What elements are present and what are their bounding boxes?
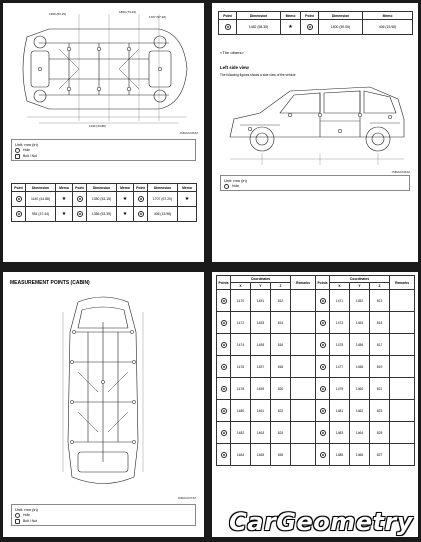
point-icon <box>320 320 326 326</box>
dimension-cell: 951 (37.44) <box>26 207 56 222</box>
coord-y-cell: 1463 <box>251 422 271 444</box>
table-row <box>217 334 415 356</box>
point-icon <box>320 342 326 348</box>
table-row <box>217 422 415 444</box>
col-x-2: X <box>330 283 350 290</box>
point-icon <box>320 386 326 392</box>
page-4 <box>212 272 418 537</box>
bolt-icon <box>15 519 20 524</box>
point-icon <box>16 196 22 202</box>
coord-z-cell: 821 <box>370 378 390 400</box>
units-legend <box>220 175 410 191</box>
coord-x-cell: 1485 <box>330 444 350 466</box>
remarks-cell <box>291 334 316 356</box>
point-cell <box>217 400 231 422</box>
legend-item-bolt: Bolt / Nut <box>23 519 37 523</box>
point-cell <box>316 444 330 466</box>
remarks-cell <box>291 356 316 378</box>
coord-y-cell: 1452 <box>350 290 370 312</box>
section-title: Left side view <box>220 65 249 70</box>
col-coordinates-2: Coordinates <box>330 276 390 283</box>
table-row <box>217 290 415 312</box>
point-icon <box>320 298 326 304</box>
point-icon <box>221 430 227 436</box>
coord-y-cell: 1453 <box>251 312 271 334</box>
coord-x-cell: 1475 <box>330 334 350 356</box>
coord-y-cell: 1457 <box>251 356 271 378</box>
point-icon <box>320 364 326 370</box>
coord-x-cell: 1484 <box>231 444 251 466</box>
coord-z-cell: 817 <box>370 334 390 356</box>
units-legend <box>11 504 196 526</box>
col-point-2: Point <box>73 184 87 192</box>
table-row <box>219 20 413 35</box>
coord-y-cell: 1455 <box>251 334 271 356</box>
remarks-cell <box>390 444 415 466</box>
coord-x-cell: 1479 <box>330 378 350 400</box>
coord-z-cell: 816 <box>271 334 291 356</box>
col-memo-2: Memo <box>117 184 134 192</box>
dimension-table <box>218 11 413 35</box>
page-title: MEASUREMENT POINTS (CABIN) <box>10 280 90 286</box>
col-remarks-2: Remarks <box>390 276 415 290</box>
point-icon <box>320 408 326 414</box>
section-caption: The following figures shows a side view of the vehicle. <box>220 73 297 77</box>
coord-x-cell: 1474 <box>231 334 251 356</box>
remarks-cell <box>390 334 415 356</box>
coord-y-cell: 1454 <box>350 312 370 334</box>
dimension-cell: 1356 (53.39) <box>87 207 117 222</box>
star-icon: ★ <box>122 211 128 217</box>
coordinates-table <box>216 275 415 466</box>
star-icon: ★ <box>61 211 67 217</box>
coord-z-cell: 820 <box>271 378 291 400</box>
col-point-1: Point <box>219 12 237 20</box>
remarks-cell <box>291 444 316 466</box>
col-z-1: Z <box>271 283 291 290</box>
coord-x-cell: 1480 <box>231 400 251 422</box>
coord-y-cell: 1451 <box>251 290 271 312</box>
dimension-cell: 1350 (53.15) <box>87 192 117 207</box>
figure-code: JSBIA0237ZZ <box>177 496 196 500</box>
remarks-cell <box>291 290 316 312</box>
coord-x-cell: 1478 <box>231 378 251 400</box>
col-dimension-3: Dimension <box>148 184 178 192</box>
coord-z-cell: 815 <box>370 312 390 334</box>
coord-x-cell: 1482 <box>231 422 251 444</box>
col-dimension-2: Dimension <box>87 184 117 192</box>
coord-y-cell: 1464 <box>350 422 370 444</box>
table-row <box>217 356 415 378</box>
remarks-cell <box>390 378 415 400</box>
legend-item-bolt: Bolt / Nut <box>23 154 37 158</box>
figure-code: JSBIA0235ZZ <box>179 131 198 135</box>
remarks-cell <box>390 290 415 312</box>
point-icon <box>138 196 144 202</box>
coord-y-cell: 1459 <box>251 378 271 400</box>
dimension-cell: 406 (15.98) <box>363 20 413 35</box>
table-row <box>12 192 197 207</box>
page-2 <box>212 3 418 262</box>
coord-y-cell: 1462 <box>350 400 370 422</box>
point-icon <box>221 320 227 326</box>
col-memo-1: Memo <box>56 184 73 192</box>
point-cell <box>217 312 231 334</box>
point-cell <box>316 334 330 356</box>
coord-z-cell: 819 <box>370 356 390 378</box>
star-icon: ★ <box>288 24 293 30</box>
coord-z-cell: 814 <box>271 312 291 334</box>
coord-x-cell: 1476 <box>231 356 251 378</box>
svg-text:1350 (53.15): 1350 (53.15) <box>49 12 67 16</box>
col-remarks-1: Remarks <box>291 276 316 290</box>
point-icon <box>221 386 227 392</box>
point-cell <box>217 334 231 356</box>
point-icon <box>307 24 313 30</box>
coord-x-cell: 1472 <box>231 312 251 334</box>
svg-text:1140 (44.88): 1140 (44.88) <box>89 124 106 128</box>
col-memo-3: Memo <box>178 184 197 192</box>
remarks-cell <box>291 378 316 400</box>
point-cell <box>217 378 231 400</box>
point-icon <box>320 430 326 436</box>
dimension-cell: 1140 (44.88) <box>26 192 56 207</box>
coord-z-cell: 813 <box>370 290 390 312</box>
table-row <box>217 378 415 400</box>
point-cell <box>316 290 330 312</box>
table-row <box>217 400 415 422</box>
legend-title: Unit: mm (in) <box>224 178 247 183</box>
page-3 <box>3 272 204 537</box>
col-memo-2: Memo <box>363 12 413 20</box>
col-point-1: Point <box>12 184 26 192</box>
col-y-2: Y <box>350 283 370 290</box>
point-icon <box>221 452 227 458</box>
page-1 <box>3 3 204 262</box>
coord-x-cell: 1481 <box>330 400 350 422</box>
point-icon <box>138 211 144 217</box>
point-cell <box>217 290 231 312</box>
legend-item-hole: Hole <box>232 184 239 188</box>
coord-y-cell: 1456 <box>350 334 370 356</box>
coord-y-cell: 1460 <box>350 378 370 400</box>
point-cell <box>316 400 330 422</box>
point-cell <box>316 422 330 444</box>
col-memo-1: Memo <box>281 12 301 20</box>
point-icon <box>77 211 83 217</box>
table-row <box>217 444 415 466</box>
legend-item-hole: Hole <box>23 513 30 517</box>
coord-z-cell: 822 <box>271 400 291 422</box>
remarks-cell <box>390 356 415 378</box>
coord-z-cell: 827 <box>370 444 390 466</box>
remarks-cell <box>291 312 316 334</box>
table-row <box>12 207 197 222</box>
coord-x-cell: 1471 <box>330 290 350 312</box>
star-icon: ★ <box>61 196 67 202</box>
coord-x-cell: 1470 <box>231 290 251 312</box>
point-cell <box>217 444 231 466</box>
legend-item-hole: Hole <box>23 148 30 152</box>
hole-icon <box>15 148 20 153</box>
cabin-floor-top-view-diagram <box>58 292 148 492</box>
hole-icon <box>15 513 20 518</box>
col-dimension-2: Dimension <box>319 12 363 20</box>
coord-z-cell: 823 <box>370 400 390 422</box>
point-icon <box>221 364 227 370</box>
point-cell <box>316 378 330 400</box>
dimension-cell: 1500 (59.06) <box>319 20 363 35</box>
coord-y-cell: 1458 <box>350 356 370 378</box>
dimension-table <box>11 183 197 222</box>
svg-text:1860 (73.23): 1860 (73.23) <box>119 10 137 14</box>
point-icon <box>221 298 227 304</box>
dimension-cell: 1707 (67.20) <box>148 192 178 207</box>
point-icon <box>320 452 326 458</box>
table-row <box>217 312 415 334</box>
units-legend <box>11 139 196 161</box>
underbody-top-view-diagram <box>9 9 199 129</box>
figure-code: JSBIA0236ZZ <box>391 170 410 174</box>
star-icon: ★ <box>184 196 190 202</box>
col-point-3: Point <box>134 184 148 192</box>
coord-y-cell: 1465 <box>251 444 271 466</box>
coord-x-cell: 1473 <box>330 312 350 334</box>
col-points-1: Points <box>217 276 231 290</box>
bolt-icon <box>15 154 20 159</box>
others-label: <The others> <box>220 50 244 55</box>
point-icon <box>221 342 227 348</box>
legend-title: Unit: mm (in) <box>15 142 38 147</box>
coord-x-cell: 1477 <box>330 356 350 378</box>
dimension-cell: 1482 (58.35) <box>237 20 281 35</box>
col-dimension-1: Dimension <box>26 184 56 192</box>
legend-title: Unit: mm (in) <box>15 507 38 512</box>
svg-text:1707 (67.20): 1707 (67.20) <box>149 15 167 19</box>
coord-y-cell: 1461 <box>251 400 271 422</box>
coord-z-cell: 826 <box>271 444 291 466</box>
col-point-2: Point <box>301 12 319 20</box>
hole-icon <box>224 184 229 189</box>
remarks-cell <box>390 400 415 422</box>
col-z-2: Z <box>370 283 390 290</box>
col-dimension-1: Dimension <box>237 12 281 20</box>
coord-z-cell: 812 <box>271 290 291 312</box>
coord-y-cell: 1466 <box>350 444 370 466</box>
coord-z-cell: 818 <box>271 356 291 378</box>
point-icon <box>77 196 83 202</box>
coord-z-cell: 825 <box>370 422 390 444</box>
point-cell <box>217 356 231 378</box>
col-x-1: X <box>231 283 251 290</box>
remarks-cell <box>291 400 316 422</box>
remarks-cell <box>390 422 415 444</box>
col-y-1: Y <box>251 283 271 290</box>
remarks-cell <box>291 422 316 444</box>
dimension-cell: 406 (15.98) <box>148 207 178 222</box>
watermark-logo: CarGeometry <box>229 508 413 536</box>
remarks-cell <box>390 312 415 334</box>
point-icon <box>225 24 231 30</box>
point-cell <box>217 422 231 444</box>
point-cell <box>316 312 330 334</box>
coord-z-cell: 824 <box>271 422 291 444</box>
vehicle-side-view-diagram <box>220 79 412 169</box>
star-icon: ★ <box>122 196 128 202</box>
col-coordinates-1: Coordinates <box>231 276 291 283</box>
point-cell <box>316 356 330 378</box>
point-icon <box>16 211 22 217</box>
col-points-2: Points <box>316 276 330 290</box>
point-icon <box>221 408 227 414</box>
coord-x-cell: 1483 <box>330 422 350 444</box>
